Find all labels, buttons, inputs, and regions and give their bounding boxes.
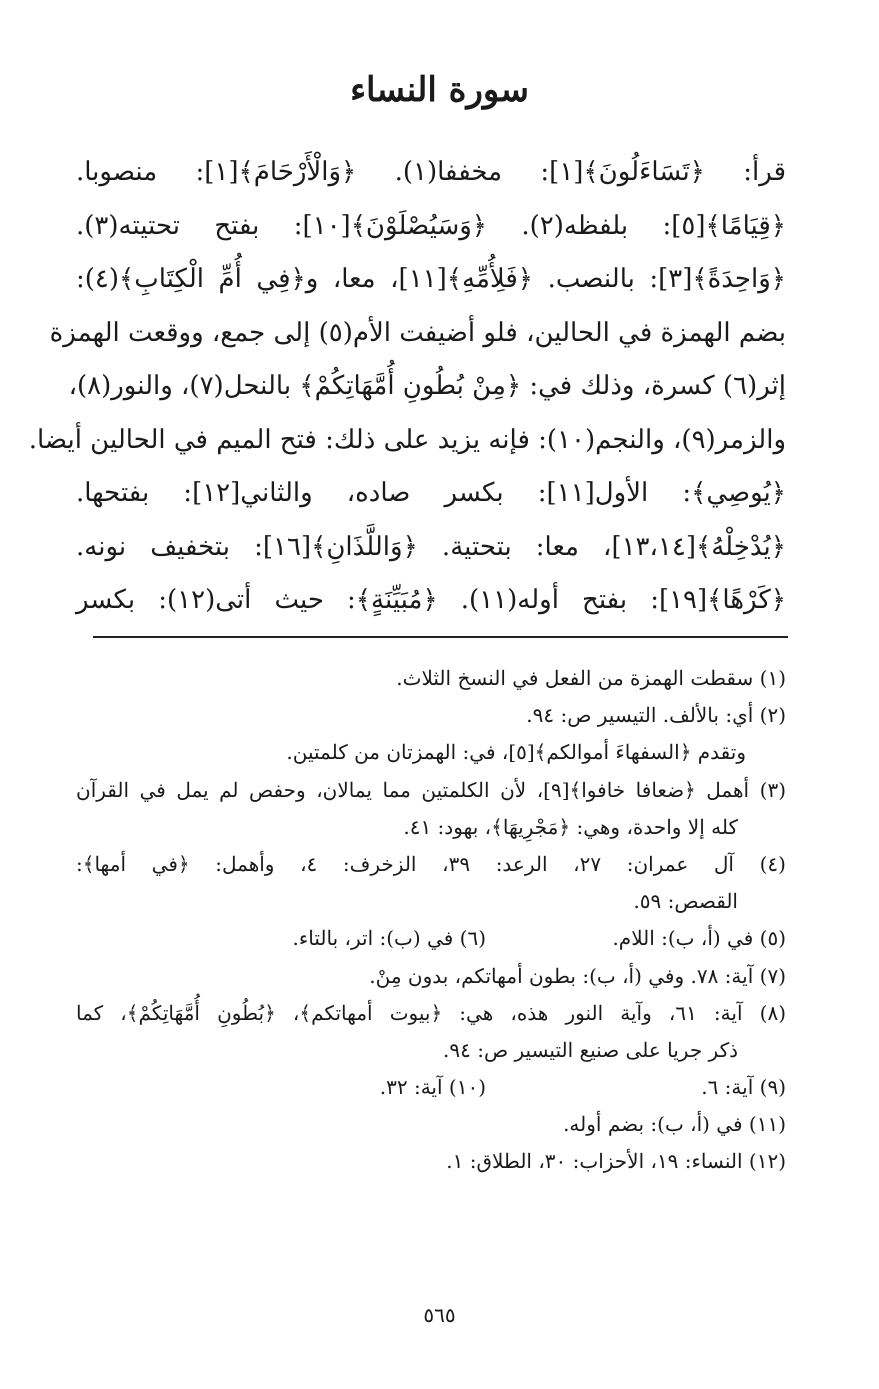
main-text-line: ﴿كَرْهًا﴾[١٩]: بفتح أوله(١١). ﴿مُبَيِّنَةٍ﴾: حيث أتى(١٢): بكسر [76, 585, 786, 615]
footnote-7: (٧) آية: ٧٨. وفي (أ، ب): بطون أمهاتكم، بدون مِنْ. [369, 963, 786, 988]
footnote-1: (١) سقطت الهمزة من الفعل في النسخ الثلاث. [396, 666, 786, 690]
footnotes-block [76, 660, 786, 1181]
main-text-line: ﴿وَاحِدَةً﴾[٣]: بالنصب. ﴿فَلِأُمِّهِ﴾[١١]، معا، و﴿فِي أُمِّ الْكِتَابِ﴾(٤): [76, 264, 786, 294]
footnote-12: (١٢) النساء: ١٩، الأحزاب: ٣٠، الطلاق: ١. [446, 1149, 786, 1174]
footnote-pair-5-6 [76, 920, 786, 957]
main-text-line: بضم الهمزة في الحالين، فلو أضيفت الأم(٥) إلى جمع، ووقعت الهمزة [49, 317, 786, 348]
footnote-2-continuation: وتقدم ﴿السفهاءَ أموالكم﴾[٥]، في: الهمزتان من كلمتين. [286, 740, 746, 765]
footnote-6: (٦) في (ب): اتر، بالتاء. [292, 926, 486, 951]
main-text-block [28, 146, 787, 628]
footnote-8: (٨) آية: ٦١، وآية النور هذه، هي: ﴿بيوت أمهاتكم﴾، ﴿بُطُونِ أُمَّهَاتِكُمْ﴾، كما [76, 1000, 786, 1025]
footnote-11: (١١) في (أ، ب): بضم أوله. [563, 1112, 786, 1137]
main-text-line: ﴿يُدْخِلْهُ﴾[١٣،١٤]، معا: بتحتية. ﴿وَاللَّذَانِ﴾[١٦]: بتخفيف نونه. [76, 531, 786, 562]
footnote-5: (٥) في (أ، ب): اللام. [612, 926, 786, 951]
main-text-line: ﴿قِيَامًا﴾[٥]: بلفظه(٢). ﴿وَسَيُصْلَوْنَ﴾[١٠]: بفتح تحتيته(٣). [76, 210, 787, 241]
page-number: ٥٦٥ [423, 1303, 456, 1327]
footnote-4: (٤) آل عمران: ٢٧، الرعد: ٣٩، الزخرف: ٤، وأهمل: ﴿في أمها﴾: [76, 851, 786, 876]
page-title: سورة النساء [350, 70, 529, 110]
footnote-pair-9-10 [76, 1069, 786, 1106]
footnote-2: (٢) أي: بالألف. التيسير ص: ٩٤. [526, 703, 786, 728]
footnote-10: (١٠) آية: ٣٢. [379, 1075, 486, 1100]
footnote-separator [93, 636, 788, 638]
footnote-3: (٣) أهمل ﴿ضعافا خافوا﴾[٩]، لأن الكلمتين مما يمالان، وحفص لم يمل في القرآن [76, 777, 786, 802]
main-text-line: إثر(٦) كسرة، وذلك في: ﴿مِنْ بُطُونِ أُمَّهَاتِكُمْ﴾ بالنحل(٧)، والنور(٨)، [68, 371, 786, 401]
footnote-4-continuation: القصص: ٥٩. [633, 889, 738, 914]
footnote-3-continuation: كله إلا واحدة، وهي: ﴿مَجْرِيهَا﴾، بهود: ٤١. [403, 814, 738, 839]
main-text-line: ﴿يُوصِي﴾: الأول[١١]: بكسر صاده، والثاني[١٢]: بفتحها. [76, 478, 786, 508]
footnote-9: (٩) آية: ٦. [701, 1075, 786, 1100]
main-text-line: قرأ: ﴿تَسَاءَلُونَ﴾[١]: مخففا(١). ﴿وَالْأَرْحَامَ﴾[١]: منصوبا. [76, 157, 787, 187]
footnote-8-continuation: ذكر جريا على صنيع التيسير ص: ٩٤. [443, 1037, 738, 1062]
main-text-line: والزمر(٩)، والنجم(١٠): فإنه يزيد على ذلك: فتح الميم في الحالين أيضا. [28, 424, 786, 455]
